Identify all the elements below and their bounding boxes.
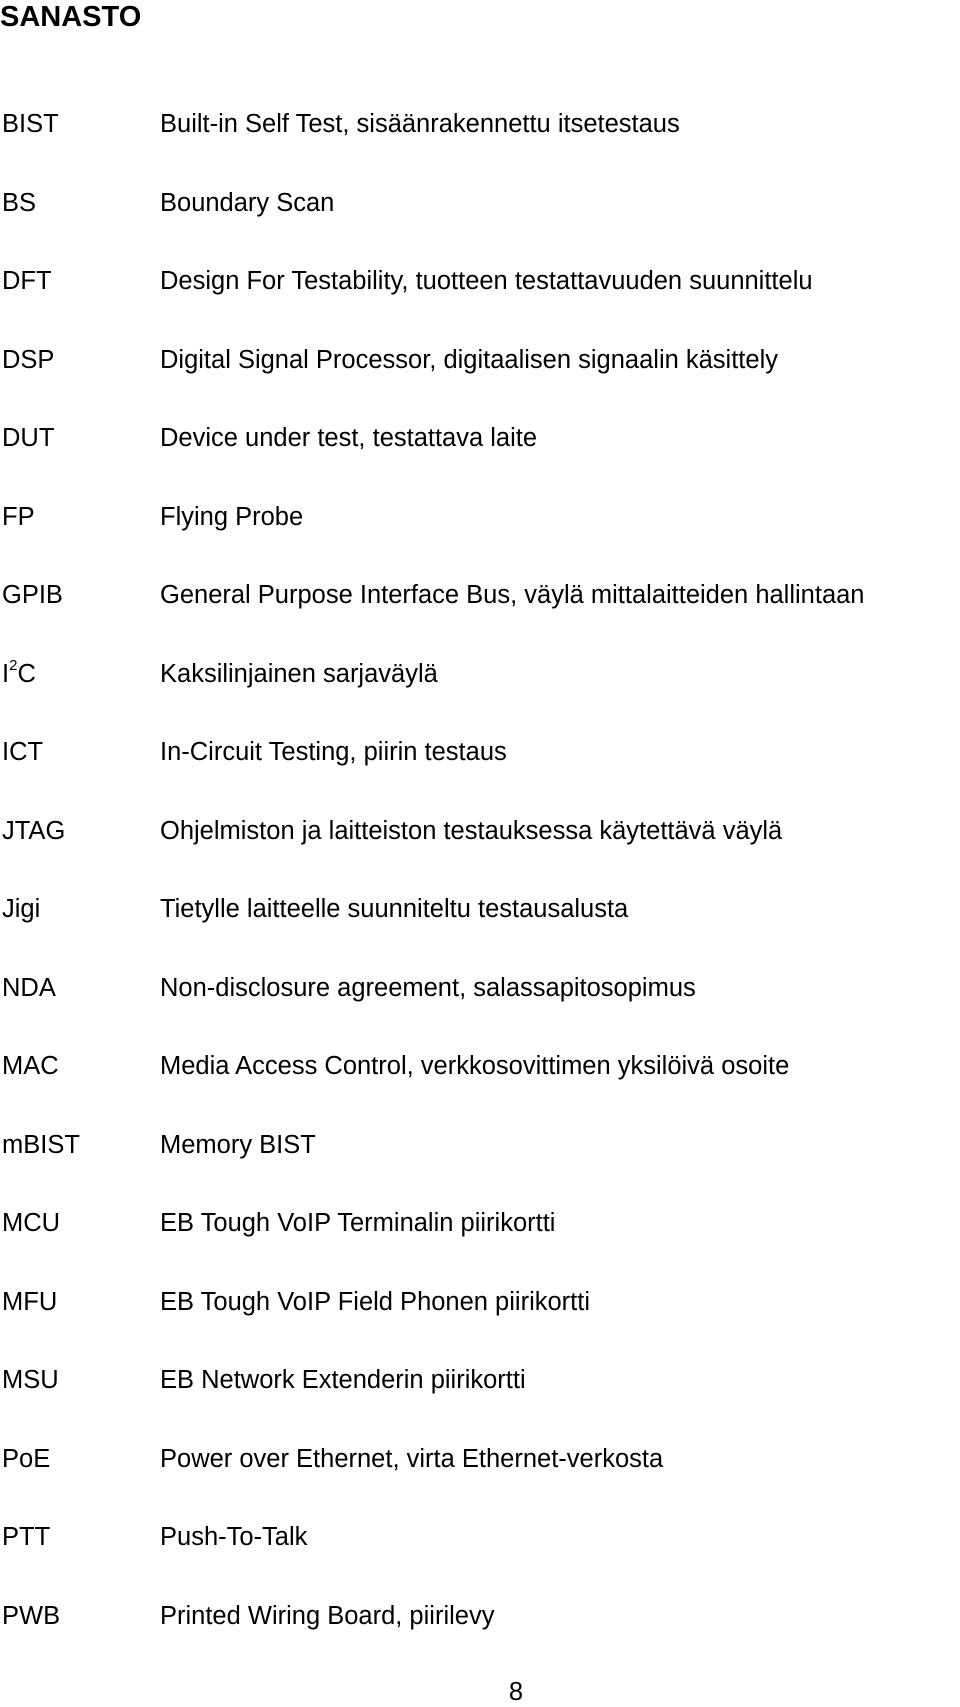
- glossary-term: Jigi: [2, 895, 41, 923]
- glossary-term: MSU: [2, 1366, 59, 1394]
- glossary-term: GPIB: [2, 581, 63, 609]
- glossary-term: MAC: [2, 1052, 59, 1080]
- term-tail: C: [17, 659, 36, 688]
- glossary-entry: [0, 345, 960, 424]
- glossary-definition: EB Network Extenderin piirikortti: [160, 1366, 526, 1394]
- glossary-entry: [0, 973, 960, 1052]
- glossary-entry: [0, 1208, 960, 1287]
- glossary-term: DFT: [2, 267, 52, 295]
- glossary-entry: [0, 188, 960, 267]
- glossary-term: mBIST: [2, 1130, 80, 1159]
- glossary-entry: [0, 580, 960, 659]
- glossary-entry: [0, 423, 960, 502]
- glossary-term: BS: [2, 188, 37, 217]
- glossary-definition: Power over Ethernet, virta Ethernet-verkosta: [160, 1444, 664, 1473]
- glossary-term: PoE: [2, 1444, 51, 1473]
- glossary-entry: [0, 1365, 960, 1444]
- glossary-list: [0, 109, 960, 1679]
- glossary-term: BIST: [2, 110, 59, 138]
- glossary-term: DSP: [2, 345, 55, 374]
- glossary-entry: [0, 659, 960, 738]
- glossary-entry: [0, 894, 960, 973]
- page-number: 8: [508, 1678, 524, 1706]
- glossary-entry: [0, 502, 960, 581]
- glossary-definition: Flying Probe: [160, 502, 304, 531]
- glossary-definition: Ohjelmiston ja laitteiston testauksessa käytettävä väylä: [160, 816, 783, 845]
- term-superscript: 2: [9, 657, 18, 674]
- glossary-entry: [0, 109, 960, 188]
- glossary-definition: Design For Testability, tuotteen testattavuuden suunnittelu: [160, 267, 813, 295]
- glossary-term: NDA: [2, 973, 56, 1002]
- glossary-entry: [0, 737, 960, 816]
- glossary-definition: Built-in Self Test, sisäänrakennettu itsetestaus: [160, 110, 680, 138]
- glossary-definition: Digital Signal Processor, digitaalisen signaalin käsittely: [160, 345, 778, 374]
- glossary-term: MCU: [2, 1209, 61, 1237]
- glossary-entry: [0, 1130, 960, 1209]
- glossary-term: FP: [2, 502, 35, 531]
- glossary-entry: [0, 1051, 960, 1130]
- glossary-term: PTT: [2, 1523, 51, 1551]
- glossary-entry: [0, 266, 960, 345]
- glossary-definition: Push-To-Talk: [160, 1523, 308, 1551]
- glossary-definition: Boundary Scan: [160, 188, 335, 217]
- glossary-definition: Memory BIST: [160, 1130, 316, 1159]
- glossary-definition: Non-disclosure agreement, salassapitosopimus: [160, 973, 696, 1002]
- glossary-entry: [0, 816, 960, 895]
- glossary-definition: Device under test, testattava laite: [160, 424, 538, 452]
- glossary-definition: EB Tough VoIP Terminalin piirikortti: [160, 1209, 556, 1237]
- glossary-entry: [0, 1601, 960, 1680]
- glossary-entry: [0, 1444, 960, 1523]
- glossary-definition: EB Tough VoIP Field Phonen piirikortti: [160, 1287, 590, 1316]
- glossary-term: PWB: [2, 1601, 61, 1630]
- glossary-term: JTAG: [2, 816, 66, 845]
- glossary-definition: Media Access Control, verkkosovittimen yksilöivä osoite: [160, 1052, 790, 1080]
- glossary-term: MFU: [2, 1287, 58, 1316]
- page-title: SANASTO: [0, 1, 142, 33]
- glossary-definition: Tietylle laitteelle suunniteltu testausalusta: [160, 895, 629, 923]
- glossary-definition: General Purpose Interface Bus, väylä mittalaitteiden hallintaan: [160, 581, 865, 609]
- glossary-term: [2, 659, 36, 689]
- glossary-definition: Kaksilinjainen sarjaväylä: [160, 659, 438, 688]
- glossary-entry: [0, 1522, 960, 1601]
- glossary-term: DUT: [2, 424, 55, 452]
- glossary-entry: [0, 1287, 960, 1366]
- glossary-term: ICT: [2, 738, 44, 766]
- glossary-definition: In-Circuit Testing, piirin testaus: [160, 738, 507, 766]
- term-base: I: [2, 659, 10, 688]
- glossary-definition: Printed Wiring Board, piirilevy: [160, 1601, 495, 1630]
